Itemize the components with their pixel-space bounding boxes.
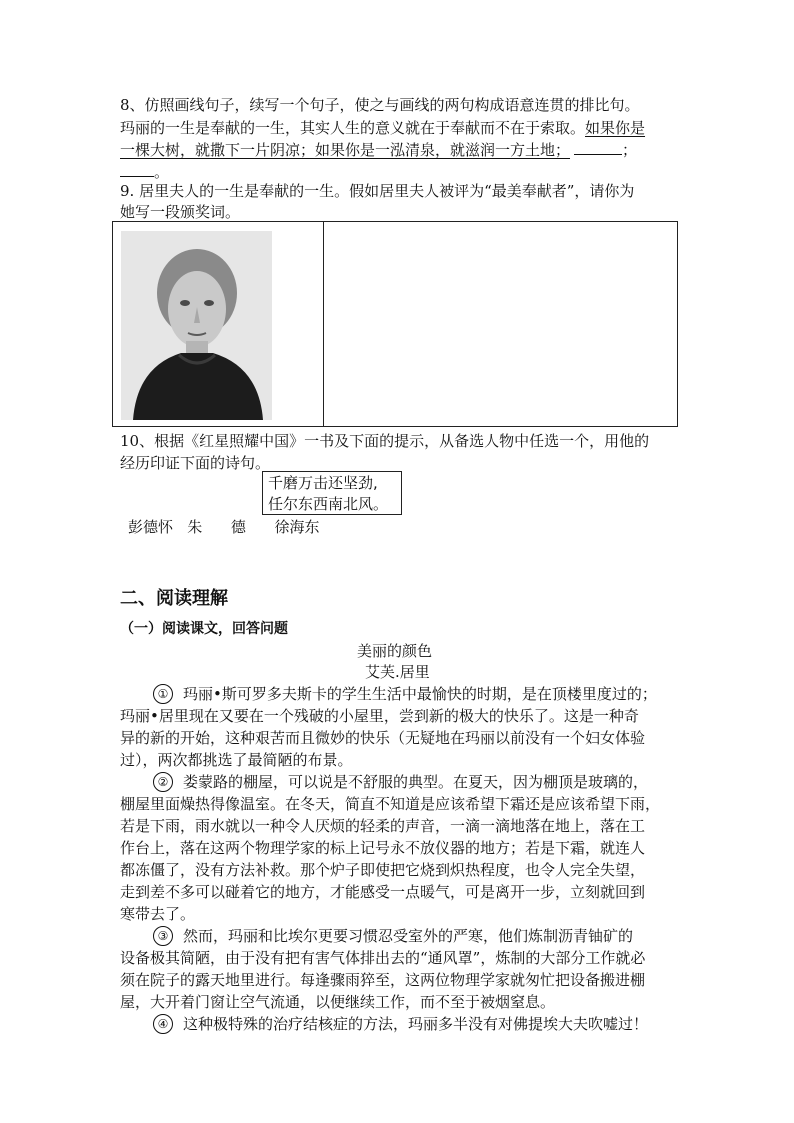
paragraph-1-line-2: 玛丽•居里现在又要在一个残破的小屋里，尝到新的极大的快乐了。这是一种奇	[120, 707, 639, 725]
q8-answer-blank-1[interactable]	[574, 140, 622, 155]
q10-prompt-line2: 经历印证下面的诗句。	[120, 454, 271, 472]
portrait-photo	[121, 231, 272, 420]
q8-prompt: 8、仿照画线句子，续写一个句子，使之与画线的两句构成语意连贯的排比句。	[120, 96, 640, 114]
poem-line-2: 任尔东西南北风。	[268, 495, 389, 513]
paragraph-3-number: ③	[153, 926, 173, 946]
paragraph-3-line-1: ③ 然而，玛丽和比埃尔更要习惯忍受室外的严寒，他们炼制沥青铀矿的	[153, 925, 633, 947]
paragraph-1-line-3: 异的新的开始，这种艰苦而且微妙的快乐（无疑地在玛丽以前没有一个妇女体验	[120, 729, 646, 747]
paragraph-3-line-3: 须在院子的露天地里进行。每逢骤雨猝至，这两位物理学家就匆忙把设备搬进棚	[120, 971, 646, 989]
paragraph-3-line-4: 屋，大开着门窗让空气流通，以便继续工作，而不至于被烟窒息。	[120, 993, 556, 1011]
q8-text-line2	[120, 117, 645, 139]
paragraph-3-line-2: 设备极其简陋，由于没有把有害气体排出去的“通风罩”，炼制的大部分工作就必	[120, 949, 646, 967]
q10-prompt-line1: 10、根据《红星照耀中国》一书及下面的提示，从备选人物中任选一个，用他的	[120, 432, 650, 450]
q9-prompt-line1: 9. 居里夫人的一生是奉献的一生。假如居里夫人被评为“最美奉献者”，请你为	[120, 182, 635, 200]
section-subtitle: （一）阅读课文，回答问题	[120, 621, 288, 637]
section-title: 二、阅读理解	[120, 588, 228, 609]
paragraph-4-line-1: ④ 这种极特殊的治疗结核症的方法，玛丽多半没有对佛提埃大夫吹嘘过！	[153, 1013, 648, 1035]
paragraph-2-line-2: 棚屋里面燥热得像温室。在冬天，简直不知道是应该希望下霜还是应该希望下雨，	[120, 795, 661, 813]
paragraph-2-line-4: 作台上，落在这两个物理学家的标上记号永不放仪器的地方；若是下霜，就连人	[120, 839, 646, 857]
table-divider	[323, 222, 324, 426]
paragraph-1-line-4: 过），两次都挑选了最简陋的布景。	[120, 751, 353, 769]
paragraph-1-number: ①	[153, 684, 173, 704]
q9-answer-table	[112, 221, 678, 427]
q9-answer-area[interactable]	[333, 232, 663, 412]
q9-prompt-line2: 她写一段颁奖词。	[120, 203, 241, 221]
paragraph-2-line-3: 若是下雨，雨水就以一种令人厌烦的轻柔的声音，一滴一滴地落在地上，落在工	[120, 817, 646, 835]
poem-line-1: 千磨万击还坚劲,	[268, 474, 378, 492]
article-title: 美丽的颜色	[357, 642, 433, 660]
q8-underlined-start: 如果你是	[585, 119, 646, 137]
paragraph-2-line-6: 走到差不多可以碰着它的地方，才能感受一点暖气，可是离开一步，立刻就回到	[120, 883, 646, 901]
q8-answer-blank-2[interactable]	[120, 162, 154, 177]
paragraph-2-line-7: 寒带去了。	[120, 905, 196, 923]
q8-separator: ；	[622, 141, 638, 159]
q8-end-mark: 。	[154, 163, 170, 181]
q8-text-line3	[120, 139, 637, 161]
portrait-illustration	[121, 231, 272, 420]
paragraph-2-line-1: ② 娄蒙路的棚屋，可以说是不舒服的典型。在夏天，因为棚顶是玻璃的，	[153, 771, 648, 793]
paragraph-1-line-1: ① 玛丽•斯可罗多夫斯卡的学生生活中最愉快的时期，是在顶楼里度过的；	[153, 683, 657, 705]
paragraph-4-number: ④	[153, 1014, 173, 1034]
article-author: 艾芙.居里	[365, 663, 430, 681]
q8-underlined-sentence: 一棵大树，就撒下一片阴凉；如果你是一泓清泉，就滋润一方土地；	[120, 141, 571, 159]
paragraph-2-number: ②	[153, 772, 173, 792]
candidate-list: 彭德怀 朱 德 徐海东	[128, 518, 320, 536]
q8-plain-sentence: 玛丽的一生是奉献的一生，其实人生的意义就在于奉献而不在于索取。	[120, 119, 586, 137]
paragraph-2-line-5: 都冻僵了，没有方法补救。那个炉子即使把它烧到炽热程度，也令人完全失望，	[120, 861, 646, 879]
